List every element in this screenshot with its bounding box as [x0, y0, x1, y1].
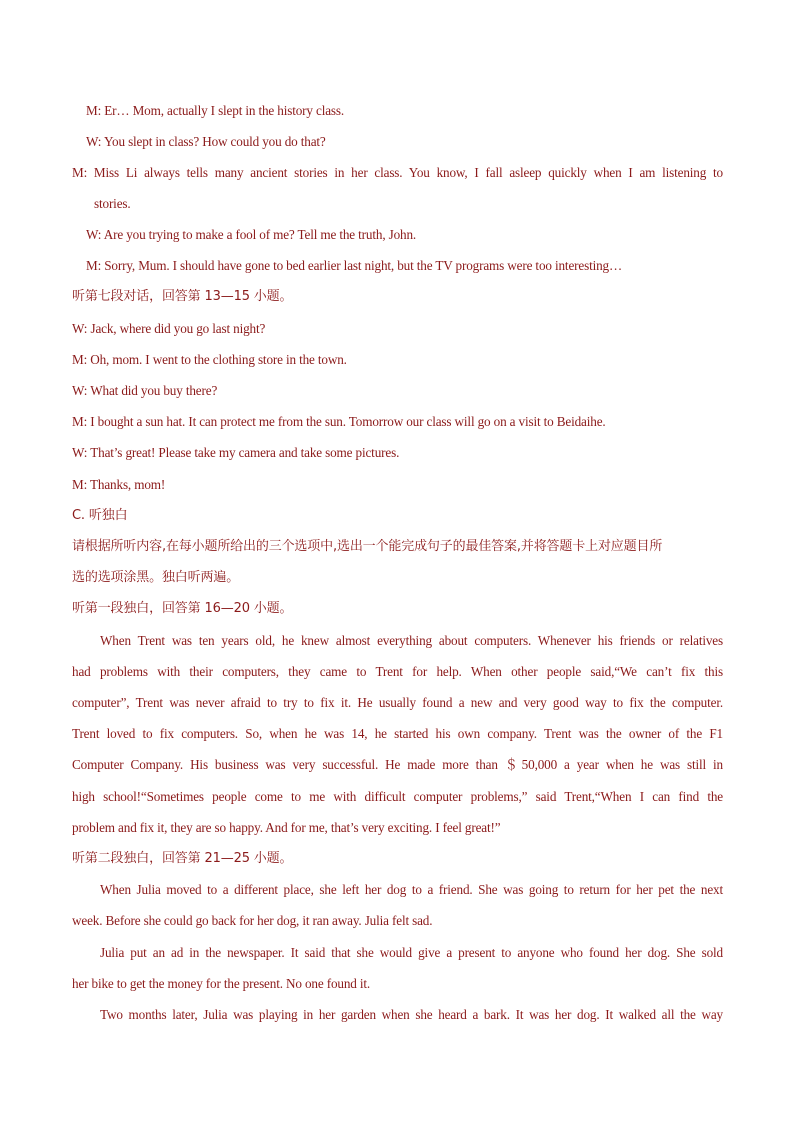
dialogue-line: M: Er… Mom, actually I slept in the history class. — [86, 103, 345, 118]
passage-line: Julia put an ad in the newspaper. It said that she would give a present to anyone who found her dog. She sold — [100, 945, 723, 960]
dialogue-line: W: That’s great! Please take my camera and take some pictures. — [72, 445, 400, 460]
dialogue-line: W: Jack, where did you go last night? — [72, 321, 266, 336]
dialogue-line: M: Thanks, mom! — [72, 477, 166, 492]
passage-line: problem and fix it, they are so happy. And for me, that’s very exciting. I feel great!” — [72, 820, 501, 835]
dialogue-line-continued: stories. — [94, 196, 131, 211]
section-heading: 听第七段对话，回答第 13—15 小题。 — [72, 289, 293, 304]
part-heading: C. 听独白 — [72, 508, 128, 523]
dialogue-line: M: Sorry, Mum. I should have gone to bed earlier last night, but the TV programs were too interesting… — [86, 258, 623, 273]
passage-line: her bike to get the money for the present. No one found it. — [72, 976, 371, 991]
passage-line: Computer Company. His business was very successful. He made more than ＄50,000 a year when he was still in — [72, 757, 723, 772]
passage-line: had problems with their computers, they came to Trent for help. When other people said,“We can’t fix this — [72, 664, 723, 679]
passage-line: Trent loved to fix computers. So, when he was 14, he started his own company. Trent was the owner of the F1 — [72, 726, 723, 741]
dialogue-line: W: You slept in class? How could you do that? — [86, 134, 326, 149]
dialogue-line: W: Are you trying to make a fool of me? Tell me the truth, John. — [86, 227, 417, 242]
passage-line: week. Before she could go back for her dog, it ran away. Julia felt sad. — [72, 913, 433, 928]
passage-line: When Julia moved to a different place, she left her dog to a friend. She was going to return for her pet the next — [100, 882, 723, 897]
passage-line: computer”, Trent was never afraid to try to fix it. He usually found a new and very good way to fix the computer. — [72, 695, 723, 710]
instructions-line: 请根据所听内容,在每小题所给出的三个选项中,选出一个能完成句子的最佳答案,并将答题卡上对应题目所 — [72, 539, 663, 554]
passage-line: Two months later, Julia was playing in her garden when she heard a bark. It was her dog. It walked all the way — [100, 1007, 723, 1022]
section-heading: 听第一段独白，回答第 16—20 小题。 — [72, 601, 293, 616]
section-heading: 听第二段独白，回答第 21—25 小题。 — [72, 851, 293, 866]
dialogue-line: W: What did you buy there? — [72, 383, 218, 398]
instructions-line: 选的选项涂黑。独白听两遍。 — [72, 570, 240, 585]
passage-line: high school!“Sometimes people come to me with difficult computer problems,” said Trent,“When I can find the — [72, 789, 723, 804]
dialogue-line: M: Miss Li always tells many ancient stories in her class. You know, I fall asleep quickly when I am listening to — [72, 165, 723, 180]
dialogue-line: M: I bought a sun hat. It can protect me from the sun. Tomorrow our class will go on a visit to Beidaihe. — [72, 414, 606, 429]
dialogue-line: M: Oh, mom. I went to the clothing store in the town. — [72, 352, 347, 367]
passage-line: When Trent was ten years old, he knew almost everything about computers. Whenever his friends or relatives — [100, 633, 723, 648]
